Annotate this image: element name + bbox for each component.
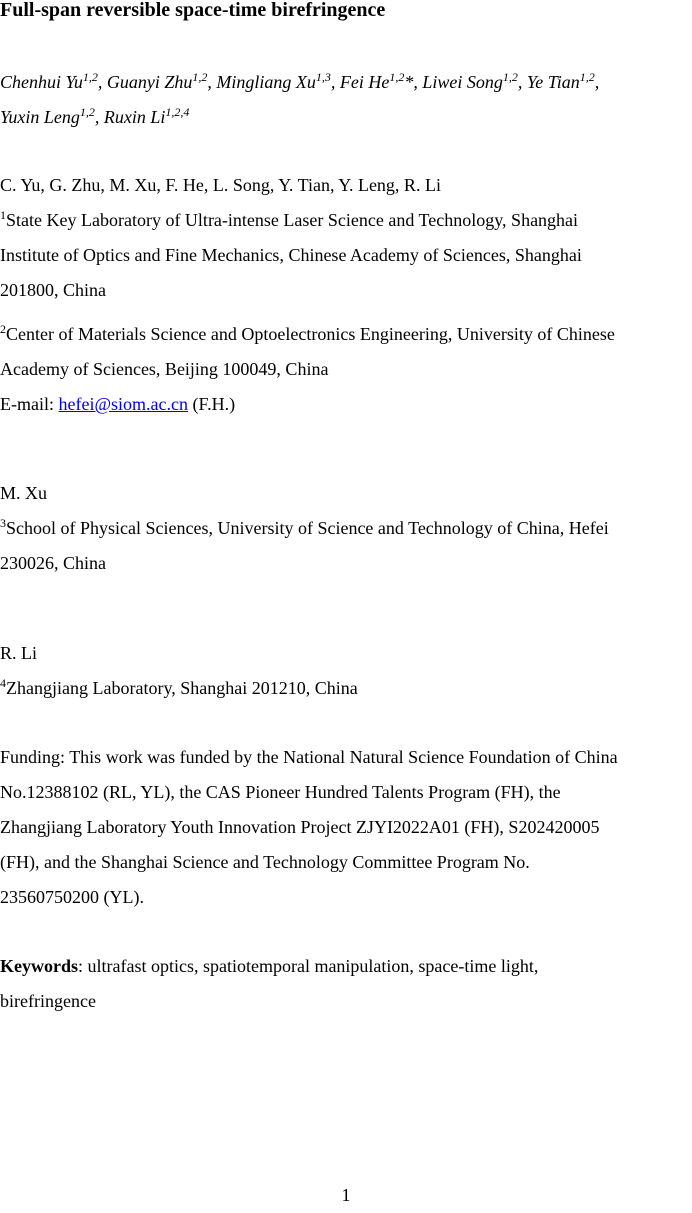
author: Yuxin Leng$^{1,2}$, — [0, 105, 104, 127]
author-names: M. Xu — [0, 483, 48, 503]
author: Mingliang Xu$^{1,3}$, — [216, 70, 340, 92]
email-link[interactable]: hefei@siom.ac.cn — [58, 394, 189, 414]
affiliation-4: $^4$Zhangjiang Laboratory, Shanghai 201210, China — [0, 676, 358, 698]
paper-title: Full-span reversible space-time birefringence — [0, 0, 386, 21]
author: Ruxin Li$^{1,2,4}$ — [103, 105, 190, 127]
funding-statement: Funding: This work was funded by the National Natural Science Foundation of China No.12388102 (RL, YL), the CAS Pioneer Hundred Talents Program (FH), the Zhangjiang Laboratory Youth Innovation Project ZJYI2022A01 (FH), S202420005 (FH), and the Shanghai Science and Technology Committee Program No. 23560750200 (YL). — [0, 747, 618, 907]
author-line-1 — [0, 65, 692, 100]
author: Chenhui Yu$^{1,2}$, — [0, 70, 107, 92]
author-names: R. Li — [0, 643, 38, 663]
author: Liwei Song$^{1,2}$, — [422, 70, 527, 92]
author-names: C. Yu, G. Zhu, M. Xu, F. He, L. Song, Y. Tian, Y. Leng, R. Li — [0, 175, 441, 195]
page-number: 1 — [341, 1185, 351, 1205]
affiliation-group-2 — [0, 476, 692, 581]
affiliation-3: $^3$School of Physical Sciences, University of Science and Technology of China, Hefei 230026, China — [0, 516, 609, 573]
author-line-2 — [0, 100, 692, 135]
author: Guanyi Zhu$^{1,2}$, — [106, 70, 217, 92]
affiliation-group-3 — [0, 636, 692, 706]
affiliation-1: $^1$State Key Laboratory of Ultra-intense Laser Science and Technology, Shanghai Institute of Optics and Fine Mechanics, Chinese Academy of Sciences, Shanghai 201800, China — [0, 208, 582, 300]
keywords-label: Keywords — [0, 956, 78, 976]
affiliation-group-1 — [0, 168, 692, 422]
author: Ye Tian$^{1,2}$, — [526, 70, 600, 92]
author-corresponding: Fei He$^{1,2}$*, — [339, 70, 423, 92]
email-line: E-mail: hefei@siom.ac.cn (F.H.) — [0, 394, 236, 414]
author-list — [0, 65, 692, 135]
keywords: Keywords: ultrafast optics, spatiotemporal manipulation, space-time light, birefringence — [0, 956, 539, 1011]
affiliation-2: $^2$Center of Materials Science and Optoelectronics Engineering, University of Chinese Academy of Sciences, Beijing 100049, China — [0, 322, 615, 379]
